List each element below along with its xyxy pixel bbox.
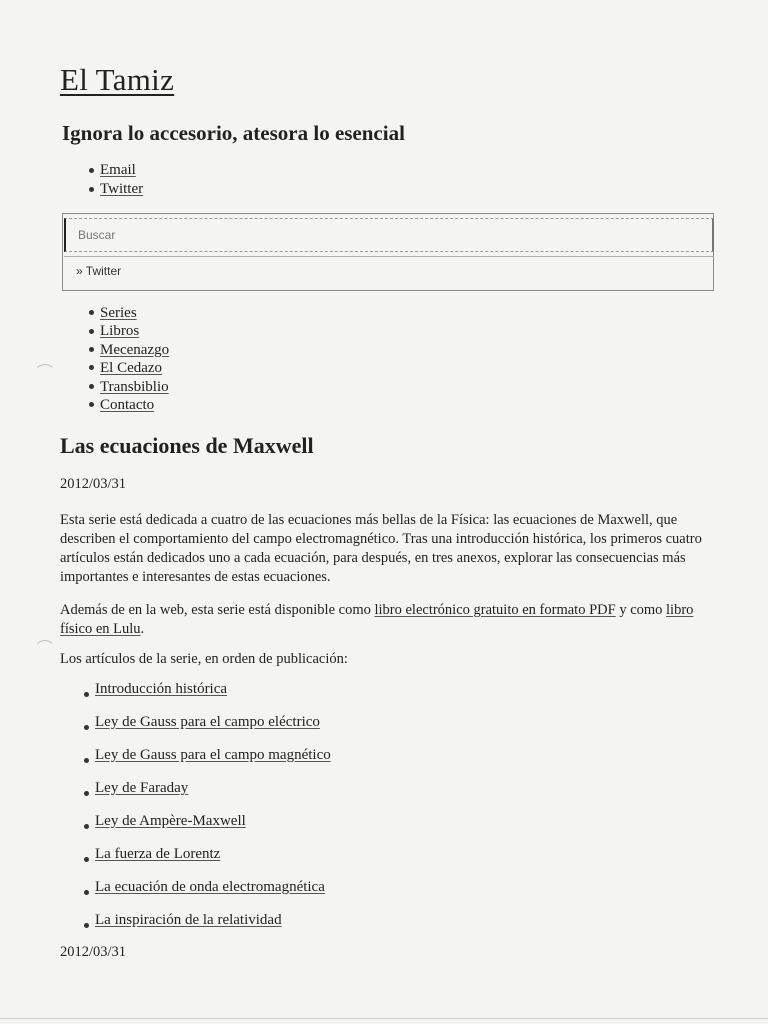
article-link[interactable]: Ley de Faraday [95,780,189,796]
article-link[interactable]: Ley de Gauss para el campo magnético [95,747,331,763]
nav-item [63,359,169,377]
list-item [58,843,331,876]
punch-hole-mark [34,364,56,386]
availability-suffix: . [140,621,145,637]
list-intro: Los artículos de la serie, en orden de publicación: [60,651,348,667]
list-item [58,711,331,744]
availability-paragraph [60,601,720,639]
article-link[interactable]: Ley de Ampère-Maxwell [95,813,246,829]
email-link[interactable]: Email [100,162,136,178]
social-links [63,161,143,199]
nav-item [63,378,169,396]
list-item [58,777,331,810]
article-link[interactable]: Ley de Gauss para el campo eléctrico [95,714,320,730]
list-item [58,678,331,711]
article-link[interactable]: La ecuación de onda electromagnética [95,879,325,895]
article-date: 2012/03/31 [60,476,127,492]
list-item [58,810,331,843]
nav-link-libros[interactable]: Libros [100,323,140,340]
article-title: Las ecuaciones de Maxwell [60,433,314,458]
search-input[interactable] [64,218,714,252]
article-list [58,678,331,942]
main-nav [63,304,169,414]
site-tagline: Ignora lo accesorio, atesora lo esencial [62,121,405,145]
nav-link-transbiblio[interactable]: Transbiblio [100,378,169,395]
nav-link-mecenazgo[interactable]: Mecenazgo [100,341,170,358]
lulu-book-link[interactable]: libro físico en Lulu [60,602,694,637]
twitter-widget[interactable]: » Twitter [64,256,714,288]
nav-item [63,304,169,322]
social-item [63,180,143,199]
nav-item [63,396,169,414]
twitter-link[interactable]: Twitter [100,181,144,197]
article-link[interactable]: La inspiración de la relatividad [95,912,282,928]
punch-hole-mark [34,640,56,662]
scan-edge [0,1018,768,1019]
nav-link-contacto[interactable]: Contacto [100,397,155,414]
nav-link-el-cedazo[interactable]: El Cedazo [100,360,163,377]
sidebar-widget [62,213,714,291]
availability-middle: y como [615,602,667,618]
article-intro: Esta serie está dedicada a cuatro de las ecuaciones más bellas de la Física: las ecuaciones de Maxwell, que describen el comportamiento del campo electromagnético. Tras una introducción histórica, los primeros cuatro artículos están dedicados uno a cada ecuación, para después, en tres anexos, explorar las consecuencias más importantes e interesantes de estas ecuaciones. [60,512,702,585]
availability-prefix: Además de en la web, esta serie está disponible como [60,602,375,618]
article-link[interactable]: La fuerza de Lorentz [95,846,221,862]
list-item [58,876,331,909]
nav-item [63,341,169,359]
list-item [58,909,331,942]
pdf-book-link[interactable]: libro electrónico gratuito en formato PDF [374,602,616,618]
list-item [58,744,331,777]
social-item [63,161,143,180]
footer-date: 2012/03/31 [60,944,127,960]
nav-item [63,322,169,340]
site-title[interactable]: El Tamiz [60,62,175,97]
article-link[interactable]: Introducción histórica [95,681,228,697]
nav-link-series[interactable]: Series [100,305,137,321]
